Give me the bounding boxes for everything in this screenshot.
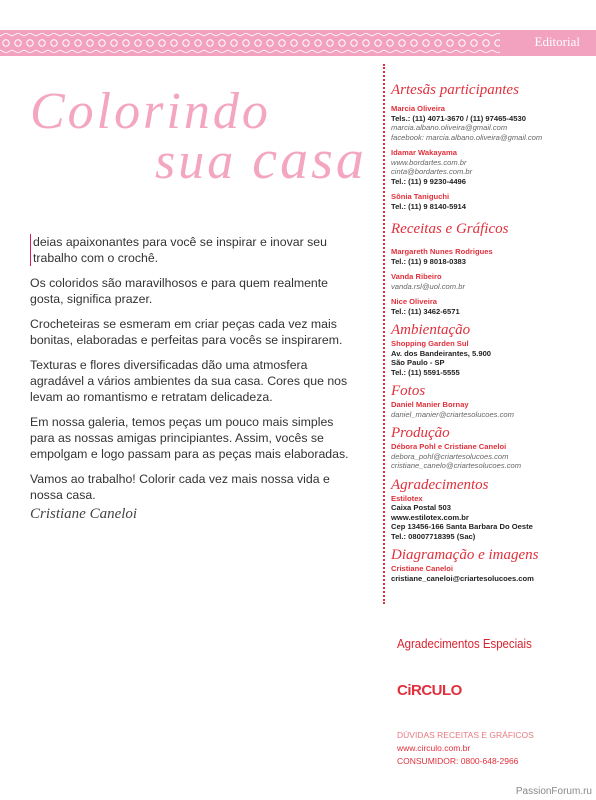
lace-edge bbox=[72, 33, 84, 53]
lace-loop bbox=[135, 40, 141, 46]
lace-loop bbox=[279, 40, 285, 46]
lace-loop bbox=[111, 40, 117, 46]
lace-loop bbox=[147, 40, 153, 46]
lace-loop bbox=[387, 40, 393, 46]
entry-facebook: facebook: marcia.albano.oliveira@gmail.com bbox=[391, 132, 543, 142]
lace-loop bbox=[231, 40, 237, 46]
entry-city: São Paulo - SP bbox=[391, 358, 445, 367]
lace-loop bbox=[51, 40, 57, 46]
entry-name: Idamar Wakayama bbox=[391, 148, 457, 157]
lace-edge bbox=[180, 33, 192, 53]
signature: Cristiane Caneloi bbox=[30, 506, 138, 522]
special-thanks-heading: Agradecimentos Especiais bbox=[397, 636, 532, 651]
entry-email: marcia.albano.oliveira@gmail.com bbox=[391, 123, 508, 132]
paragraph-4: Texturas e flores diversificadas dão uma atmosfera agradável a vários ambientes da sua casa. Cores que nos levam ao romantismo e retratam delicadeza. bbox=[30, 358, 348, 404]
lace-loop bbox=[303, 40, 309, 46]
lace-edge bbox=[324, 33, 336, 53]
entry-email: debora_pohl@criartesolucoes.com bbox=[391, 451, 509, 461]
lace-edge bbox=[300, 33, 312, 53]
lace-loop bbox=[99, 40, 105, 46]
lace-edge bbox=[84, 33, 96, 53]
lace-edge bbox=[444, 33, 456, 53]
entry-name: Margareth Nunes Rodrigues bbox=[391, 247, 493, 256]
entry-name: Shopping Garden Sul bbox=[391, 339, 469, 348]
contact-line-duvidas: DÚVIDAS RECEITAS E GRÁFICOS bbox=[397, 730, 534, 740]
lace-edge bbox=[348, 33, 360, 53]
entry-email: cristiane_caneloi@criartesolucoes.com bbox=[391, 573, 534, 583]
lace-loop bbox=[207, 40, 213, 46]
lace-edge bbox=[0, 33, 12, 53]
lace-loop bbox=[243, 40, 249, 46]
lace-edge bbox=[228, 33, 240, 53]
lace-loop bbox=[495, 40, 500, 46]
lace-edge bbox=[372, 33, 384, 53]
lace-edge bbox=[276, 33, 288, 53]
lace-loop bbox=[63, 40, 69, 46]
lace-edge bbox=[312, 33, 324, 53]
lace-loop bbox=[459, 40, 465, 46]
lace-loop bbox=[363, 40, 369, 46]
lace-loop bbox=[75, 40, 81, 46]
lace-edge bbox=[240, 33, 252, 53]
lace-edge bbox=[264, 33, 276, 53]
lace-loop bbox=[219, 40, 225, 46]
lace-edge bbox=[456, 33, 468, 53]
section-diagramacao bbox=[391, 547, 591, 583]
entry-name: Nice Oliveira bbox=[391, 297, 438, 306]
lace-loop bbox=[399, 40, 405, 46]
contact-consumidor: CONSUMIDOR: 0800-648-2966 bbox=[397, 756, 519, 766]
lace-edge bbox=[480, 33, 492, 53]
lace-loop bbox=[15, 40, 21, 46]
paragraph-2: Os coloridos são maravilhosos e para quem realmente gosta, significa prazer. bbox=[30, 276, 329, 306]
lace-loop bbox=[27, 40, 33, 46]
entry-tel: Tels.: (11) 4071-3670 / (11) 97465-4530 bbox=[391, 113, 526, 123]
lace-loop bbox=[123, 40, 129, 46]
lace-edge bbox=[288, 33, 300, 53]
lace-loop bbox=[315, 40, 321, 46]
lace-edge bbox=[192, 33, 204, 53]
lace-edge bbox=[468, 33, 480, 53]
entry-name: Débora Pohl e Cristiane Caneloi bbox=[391, 442, 507, 451]
entry-site: www.bordartes.com.br bbox=[391, 157, 467, 167]
entry-marcia bbox=[391, 104, 591, 142]
lace-edge bbox=[108, 33, 120, 53]
watermark: PassionForum.ru bbox=[515, 786, 592, 797]
heading-receitas: Receitas e Gráficos bbox=[391, 221, 509, 237]
entry-tel: Tel.: (11) 3462-6571 bbox=[391, 306, 460, 316]
lace-edge bbox=[24, 33, 36, 53]
entry-tel: Tel.: (11) 9 9230-4496 bbox=[391, 176, 466, 186]
lace-loop bbox=[435, 40, 441, 46]
heading-diagramacao: Diagramação e imagens bbox=[391, 547, 539, 563]
paragraph-3: Crocheteiras se esmeram em criar peças cada vez mais bonitas, elaboradas e perfeitas para vocês se inspirarem. bbox=[30, 317, 343, 347]
entry-name: Sônia Taniguchi bbox=[391, 192, 450, 201]
lace-loop bbox=[339, 40, 345, 46]
heading-ambientacao: Ambientação bbox=[391, 322, 471, 338]
lace-edge bbox=[120, 33, 132, 53]
heading-artesas: Artesãs participantes bbox=[391, 82, 519, 98]
section-label: Editorial bbox=[534, 34, 580, 49]
lace-edge bbox=[336, 33, 348, 53]
section-artesas bbox=[391, 82, 591, 211]
credits-column bbox=[391, 82, 591, 589]
entry-sonia bbox=[391, 192, 591, 211]
lace-loop bbox=[87, 40, 93, 46]
lace-loop bbox=[255, 40, 261, 46]
lace-loop bbox=[483, 40, 489, 46]
heading-fotos: Fotos bbox=[391, 383, 426, 399]
paragraph-5: Em nossa galeria, temos peças um pouco mais simples para as nossas amigas principiantes. Assim, vocês se empolgam e logo passam para as peças mais elaboradas. bbox=[30, 415, 349, 461]
lace-edge bbox=[360, 33, 372, 53]
lace-loop bbox=[375, 40, 381, 46]
lace-edge bbox=[492, 33, 500, 53]
lace-loop bbox=[267, 40, 273, 46]
paragraph-1: deias apaixonantes para você se inspirar e inovar seu trabalho com o crochê. bbox=[30, 234, 360, 266]
entry-line: www.estilotex.com.br bbox=[391, 512, 469, 522]
paragraph-6: Vamos ao trabalho! Colorir cada vez mais nossa vida e nossa casa. bbox=[30, 472, 330, 502]
entry-idamar bbox=[391, 148, 591, 186]
lace-loop bbox=[411, 40, 417, 46]
entry-email: cinta@bordartes.com.br bbox=[391, 167, 473, 176]
page-title-line2 bbox=[155, 128, 367, 192]
title-word-sua: sua bbox=[155, 133, 253, 190]
lace-loop bbox=[39, 40, 45, 46]
entry-name: Daniel Manier Bornay bbox=[391, 400, 469, 409]
entry-name: Cristiane Caneloi bbox=[391, 564, 454, 573]
entry-tel: Tel.: (11) 9 8140-5914 bbox=[391, 201, 466, 211]
lace-edge bbox=[60, 33, 72, 53]
lace-edge bbox=[96, 33, 108, 53]
lace-pattern bbox=[0, 33, 500, 53]
entry-email: daniel_manier@criartesolucoes.com bbox=[391, 409, 514, 419]
heading-producao: Produção bbox=[391, 425, 450, 441]
lace-loop bbox=[447, 40, 453, 46]
lace-edge bbox=[216, 33, 228, 53]
lace-edge bbox=[420, 33, 432, 53]
lace-edge bbox=[12, 33, 24, 53]
lace-edge bbox=[396, 33, 408, 53]
lace-edge bbox=[384, 33, 396, 53]
entry-name: Marcia Oliveira bbox=[391, 104, 446, 113]
title-word-casa: casa bbox=[252, 129, 367, 191]
entry-margareth bbox=[391, 247, 591, 266]
lace-loop bbox=[195, 40, 201, 46]
entry-line: Caixa Postal 503 bbox=[391, 503, 451, 512]
entry-name: Estilotex bbox=[391, 493, 423, 503]
entry-name: Vanda Ribeiro bbox=[391, 272, 442, 281]
editorial-body bbox=[30, 234, 360, 512]
entry-line: Tel.: 08007718395 (Sac) bbox=[391, 531, 476, 541]
lace-loop bbox=[171, 40, 177, 46]
lace-loop bbox=[471, 40, 477, 46]
section-receitas bbox=[391, 221, 591, 316]
entry-vanda bbox=[391, 272, 591, 291]
section-producao bbox=[391, 425, 591, 471]
entry-address: Av. dos Bandeirantes, 5.900 bbox=[391, 348, 492, 358]
heading-agradecimentos: Agradecimentos bbox=[391, 476, 489, 493]
lace-edge bbox=[48, 33, 60, 53]
lace-loop bbox=[3, 40, 9, 46]
lace-edge bbox=[408, 33, 420, 53]
page-title-line1: Colorindo bbox=[30, 83, 271, 140]
entry-tel: Tel.: (11) 5591-5555 bbox=[391, 367, 460, 377]
section-fotos bbox=[391, 383, 591, 419]
lace-loop bbox=[183, 40, 189, 46]
lace-edge bbox=[204, 33, 216, 53]
entry-nice bbox=[391, 297, 591, 316]
lace-loop bbox=[351, 40, 357, 46]
section-agradecimentos bbox=[391, 477, 591, 542]
entry-tel: Tel.: (11) 9 8018-0383 bbox=[391, 256, 466, 266]
entry-email: cristiane_canelo@criartesolucoes.com bbox=[391, 461, 522, 470]
lace-loop bbox=[291, 40, 297, 46]
column-separator bbox=[383, 64, 385, 604]
lace-edge bbox=[252, 33, 264, 53]
lace-edge bbox=[36, 33, 48, 53]
contact-website: www.circulo.com.br bbox=[397, 743, 471, 753]
lace-edge bbox=[432, 33, 444, 53]
contact-block bbox=[397, 729, 534, 768]
section-ambientacao bbox=[391, 322, 591, 377]
lace-edge bbox=[168, 33, 180, 53]
lace-loop bbox=[423, 40, 429, 46]
lace-edge bbox=[156, 33, 168, 53]
circulo-logo: CiRCULO bbox=[397, 682, 462, 699]
entry-email: vanda.rsl@uol.com.br bbox=[391, 281, 465, 291]
lace-loop bbox=[159, 40, 165, 46]
lace-edge bbox=[144, 33, 156, 53]
entry-line: Cep 13456-166 Santa Barbara Do Oeste bbox=[391, 522, 533, 531]
lace-loop bbox=[327, 40, 333, 46]
lace-edge bbox=[132, 33, 144, 53]
